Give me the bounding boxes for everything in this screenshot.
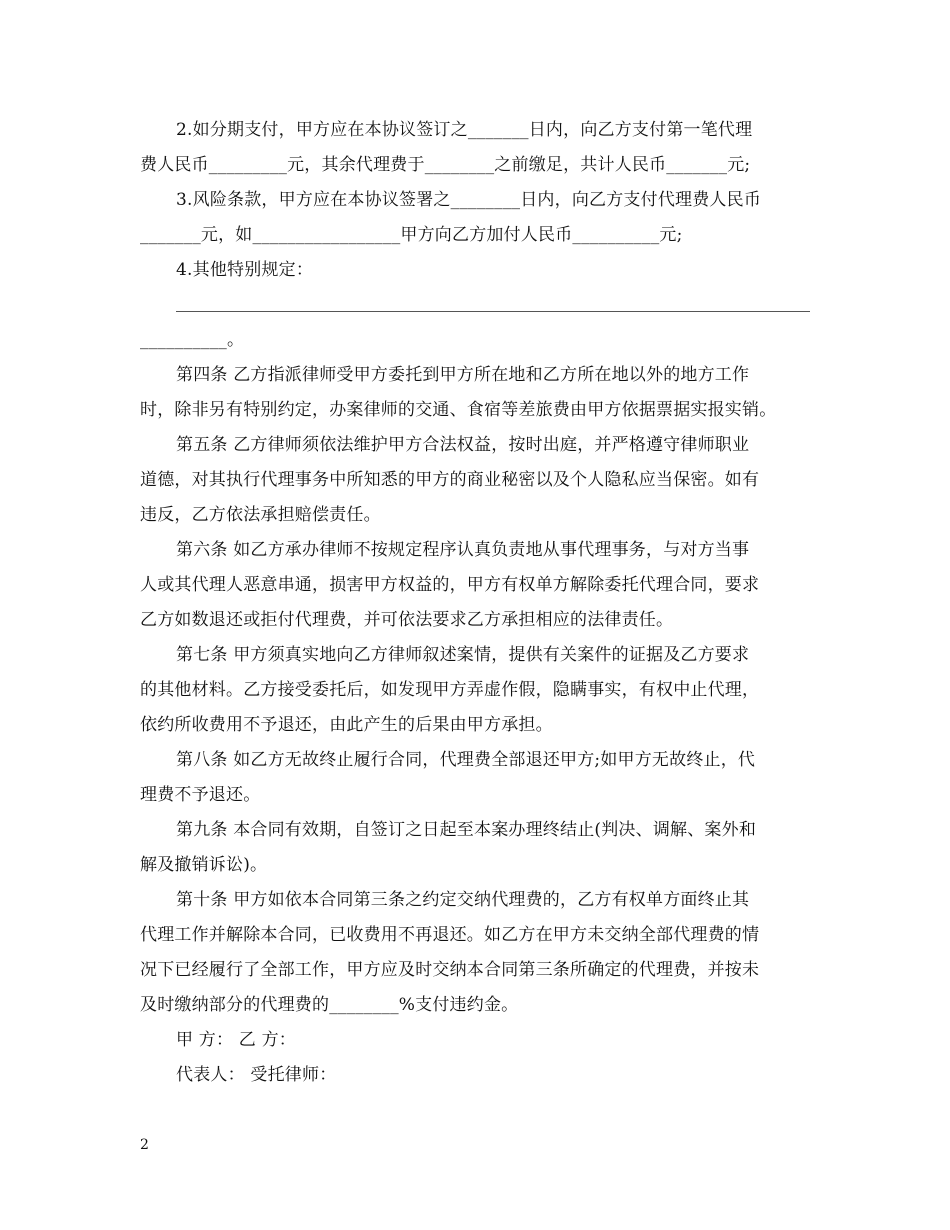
article-5-line-2: 道德，对其执行代理事务中所知悉的甲方的商业秘密以及个人隐私应当保密。如有 [140, 470, 760, 490]
article-6-line-3: 乙方如数退还或拒付代理费，并可依法要求乙方承担相应的法律责任。 [140, 610, 674, 630]
article-7-line-3: 依约所收费用不予退还，由此产生的后果由甲方承担。 [140, 715, 553, 735]
article-7-line-2: 的其他材料。乙方接受委托后，如发现甲方弄虚作假，隐瞒事实，有权中止代理， [140, 680, 760, 700]
signature-representatives-line: 代表人： 受托律师： [176, 1065, 337, 1085]
clause-3-item-3-line-2: _______元，如_________________甲方向乙方加付人民币__________元; [140, 225, 683, 245]
article-9-line-2: 解及撤销诉讼)。 [140, 855, 268, 875]
blank-fill-line [176, 311, 810, 312]
article-8-line-1: 第八条 如乙方无故终止履行合同，代理费全部退还甲方;如甲方无故终止，代 [176, 750, 756, 770]
page-number: 2 [140, 1137, 149, 1153]
article-7-line-1: 第七条 甲方须真实地向乙方律师叙述案情，提供有关案件的证据及乙方要求 [176, 645, 750, 665]
article-4-line-1: 第四条 乙方指派律师受甲方委托到甲方所在地和乙方所在地以外的地方工作 [176, 365, 750, 385]
article-10-line-4: 及时缴纳部分的代理费的________%支付违约金。 [140, 995, 519, 1015]
clause-3-item-2-line-1: 2.如分期支付，甲方应在本协议签订之_______日内，向乙方支付第一笔代理 [176, 120, 753, 140]
article-6-line-1: 第六条 如乙方承办律师不按规定程序认真负责地从事代理事务，与对方当事 [176, 540, 750, 560]
signature-parties-line: 甲 方： 乙 方： [176, 1030, 297, 1050]
article-10-line-3: 况下已经履行了全部工作，甲方应及时交纳本合同第三条所确定的代理费，并按未 [140, 960, 760, 980]
clause-3-item-4-line-1: 4.其他特别规定： [176, 260, 314, 280]
article-5-line-3: 违反，乙方依法承担赔偿责任。 [140, 505, 381, 525]
article-4-line-2: 时，除非另有特别约定，办案律师的交通、食宿等差旅费由甲方依据票据实报实销。 [140, 400, 777, 420]
article-8-line-2: 理费不予退还。 [140, 785, 261, 805]
article-10-line-2: 代理工作并解除本合同，已收费用不再退还。如乙方在甲方未交纳全部代理费的情 [140, 925, 760, 945]
clause-3-item-2-line-2: 费人民币_________元，其余代理费于________之前缴足，共计人民币_______元; [140, 155, 751, 175]
clause-3-item-3-line-1: 3.风险条款，甲方应在本协议签署之________日内，向乙方支付代理费人民币 [176, 190, 762, 210]
clause-3-item-4-line-2: __________。 [140, 330, 245, 350]
article-9-line-1: 第九条 本合同有效期，自签订之日起至本案办理终结止(判决、调解、案外和 [176, 820, 757, 840]
article-10-line-1: 第十条 甲方如依本合同第三条之约定交纳代理费的，乙方有权单方面终止其 [176, 890, 750, 910]
article-6-line-2: 人或其代理人恶意串通，损害甲方权益的，甲方有权单方解除委托代理合同，要求 [140, 575, 760, 595]
article-5-line-1: 第五条 乙方律师须依法维护甲方合法权益，按时出庭，并严格遵守律师职业 [176, 435, 750, 455]
